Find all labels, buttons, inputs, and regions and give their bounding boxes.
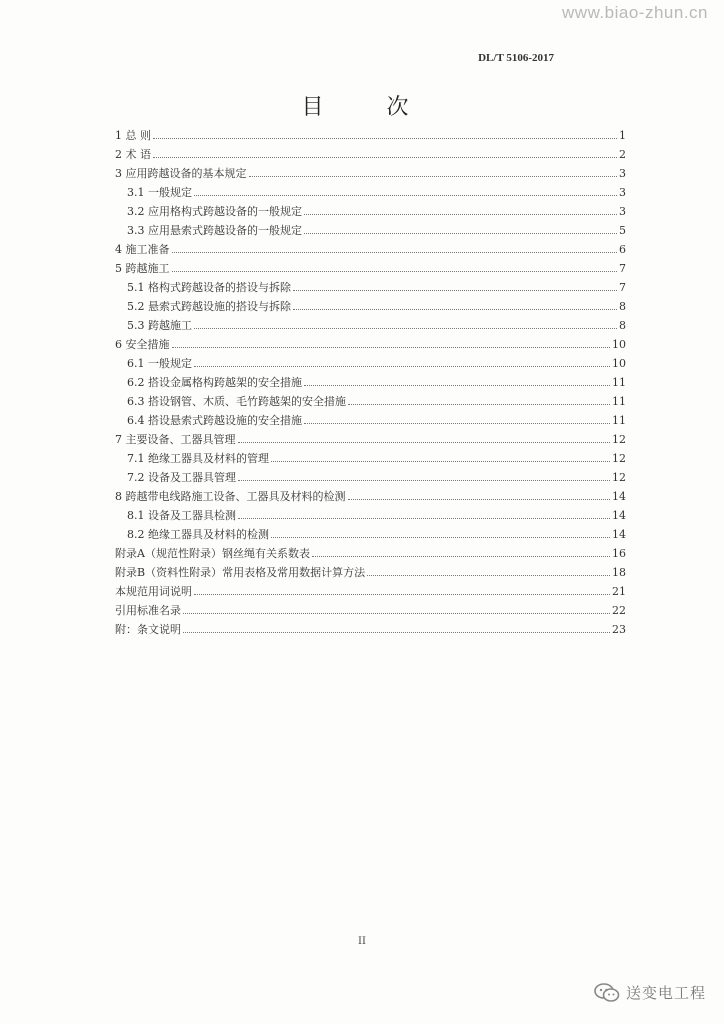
dot-leader <box>293 308 617 310</box>
toc-entry-label: 5 跨越施工 <box>115 262 170 275</box>
dot-leader <box>238 441 611 443</box>
toc-entry[interactable] <box>127 472 626 484</box>
toc-entry-label: 2 术 语 <box>115 148 151 161</box>
toc-entry[interactable] <box>115 168 626 180</box>
toc-entry[interactable] <box>127 396 626 408</box>
toc-entry[interactable] <box>127 225 626 237</box>
toc-entry[interactable] <box>127 358 626 370</box>
dot-leader <box>304 232 617 234</box>
dot-leader <box>172 251 618 253</box>
toc-entry-label: 7 主要设备、工器具管理 <box>115 433 236 446</box>
toc-entry-label: 6.3 搭设钢管、木质、毛竹跨越架的安全措施 <box>127 395 346 408</box>
toc-entry-page: 1 <box>619 129 626 142</box>
dot-leader <box>194 365 610 367</box>
toc-entry[interactable] <box>115 605 626 617</box>
dot-leader <box>293 289 617 291</box>
toc-entry[interactable] <box>127 415 626 427</box>
toc-entry-label: 引用标准名录 <box>115 604 181 617</box>
page-title: 目 次 <box>301 95 437 120</box>
toc-entry[interactable] <box>115 244 626 256</box>
page-number: II <box>358 936 366 947</box>
toc-entry-page: 12 <box>612 433 626 446</box>
toc-entry-page: 8 <box>619 319 626 332</box>
toc-entry[interactable] <box>127 529 626 541</box>
toc-entry[interactable] <box>115 586 626 598</box>
dot-leader <box>183 612 610 614</box>
toc-entry[interactable] <box>115 434 626 446</box>
toc-entry-page: 7 <box>619 262 626 275</box>
toc-entry-page: 11 <box>612 395 626 408</box>
toc-entry-label: 8 跨越带电线路施工设备、工器具及材料的检测 <box>115 490 346 503</box>
dot-leader <box>172 270 618 272</box>
toc-entry-label: 附：条文说明 <box>115 623 181 636</box>
toc-entry-label: 3.1 一般规定 <box>127 186 192 199</box>
dot-leader <box>271 460 610 462</box>
dot-leader <box>304 213 617 215</box>
toc-entry-page: 3 <box>619 186 626 199</box>
toc-entry-page: 3 <box>619 167 626 180</box>
toc-entry-label: 7.2 设备及工器具管理 <box>127 471 236 484</box>
dot-leader <box>249 175 618 177</box>
dot-leader <box>153 156 617 158</box>
toc-entry-label: 6.1 一般规定 <box>127 357 192 370</box>
dot-leader <box>183 631 610 633</box>
dot-leader <box>194 593 610 595</box>
toc-entry-page: 11 <box>612 376 626 389</box>
standard-code: DL/T 5106-2017 <box>478 52 554 64</box>
toc-entry-page: 5 <box>619 224 626 237</box>
toc-entry-page: 10 <box>612 357 626 370</box>
toc-entry-label: 1 总 则 <box>115 129 151 142</box>
toc-entry[interactable] <box>127 510 626 522</box>
toc-entry-page: 12 <box>612 471 626 484</box>
dot-leader <box>367 574 610 576</box>
toc-entry-label: 6.2 搭设金属格构跨越架的安全措施 <box>127 376 302 389</box>
brand-name: 送变电工程 <box>625 984 706 1002</box>
toc-entry-page: 2 <box>619 148 626 161</box>
toc-entry-page: 3 <box>619 205 626 218</box>
toc-entry-label: 3.3 应用悬索式跨越设备的一般规定 <box>127 224 302 237</box>
toc-entry-label: 7.1 绝缘工器具及材料的管理 <box>127 452 269 465</box>
toc-entry-page: 14 <box>612 528 626 541</box>
dot-leader <box>153 137 617 139</box>
toc-entry[interactable] <box>115 548 626 560</box>
toc-entry-page: 7 <box>619 281 626 294</box>
dot-leader <box>238 479 610 481</box>
dot-leader <box>304 384 610 386</box>
toc-entry-label: 6.4 搭设悬索式跨越设施的安全措施 <box>127 414 302 427</box>
dot-leader <box>271 536 610 538</box>
toc-entry-page: 12 <box>612 452 626 465</box>
toc-entry-label: 附录A（规范性附录）钢丝绳有关系数表 <box>115 547 310 560</box>
toc-entry-page: 21 <box>612 585 626 598</box>
toc-entry-label: 8.1 设备及工器具检测 <box>127 509 236 522</box>
toc-entry[interactable] <box>127 453 626 465</box>
toc-entry-label: 5.1 格构式跨越设备的搭设与拆除 <box>127 281 291 294</box>
toc-entry[interactable] <box>115 339 626 351</box>
toc-entry-label: 3.2 应用格构式跨越设备的一般规定 <box>127 205 302 218</box>
toc-entry[interactable] <box>127 187 626 199</box>
brand-logo <box>594 982 706 1003</box>
dot-leader <box>312 555 610 557</box>
dot-leader <box>304 422 610 424</box>
toc-entry-page: 16 <box>612 547 626 560</box>
toc-entry[interactable] <box>115 263 626 275</box>
toc-entry[interactable] <box>127 377 626 389</box>
toc-entry[interactable] <box>127 301 626 313</box>
site-watermark: www.biao-zhun.cn <box>562 3 708 22</box>
toc-entry[interactable] <box>115 624 626 636</box>
dot-leader <box>194 194 617 196</box>
dot-leader <box>348 498 611 500</box>
toc-entry-page: 10 <box>612 338 626 351</box>
toc-entry-page: 11 <box>612 414 626 427</box>
toc-entry-label: 5.2 悬索式跨越设施的搭设与拆除 <box>127 300 291 313</box>
toc-entry-page: 18 <box>612 566 626 579</box>
toc-entry-page: 8 <box>619 300 626 313</box>
toc-entry-page: 6 <box>619 243 626 256</box>
dot-leader <box>194 327 617 329</box>
toc-entry-page: 14 <box>612 509 626 522</box>
toc-entry-label: 4 施工准备 <box>115 243 170 256</box>
toc-entry-page: 22 <box>612 604 626 617</box>
toc-entry[interactable] <box>127 282 626 294</box>
toc-entry[interactable] <box>127 206 626 218</box>
toc-entry-label: 6 安全措施 <box>115 338 170 351</box>
wechat-icon <box>594 983 620 1003</box>
toc-entry-page: 14 <box>612 490 626 503</box>
toc-entry[interactable] <box>115 567 626 579</box>
toc-entry[interactable] <box>115 491 626 503</box>
toc-entry-label: 3 应用跨越设备的基本规定 <box>115 167 247 180</box>
dot-leader <box>238 517 610 519</box>
dot-leader <box>172 346 611 348</box>
toc-entry-label: 附录B（资料性附录）常用表格及常用数据计算方法 <box>115 566 366 579</box>
toc-entry-page: 23 <box>612 623 626 636</box>
toc-entry-label: 5.3 跨越施工 <box>127 319 192 332</box>
toc-entry-label: 8.2 绝缘工器具及材料的检测 <box>127 528 269 541</box>
toc-entry[interactable] <box>115 149 626 161</box>
toc-entry[interactable] <box>115 130 626 142</box>
dot-leader <box>348 403 610 405</box>
toc-entry[interactable] <box>127 320 626 332</box>
toc-entry-label: 本规范用词说明 <box>115 585 192 598</box>
